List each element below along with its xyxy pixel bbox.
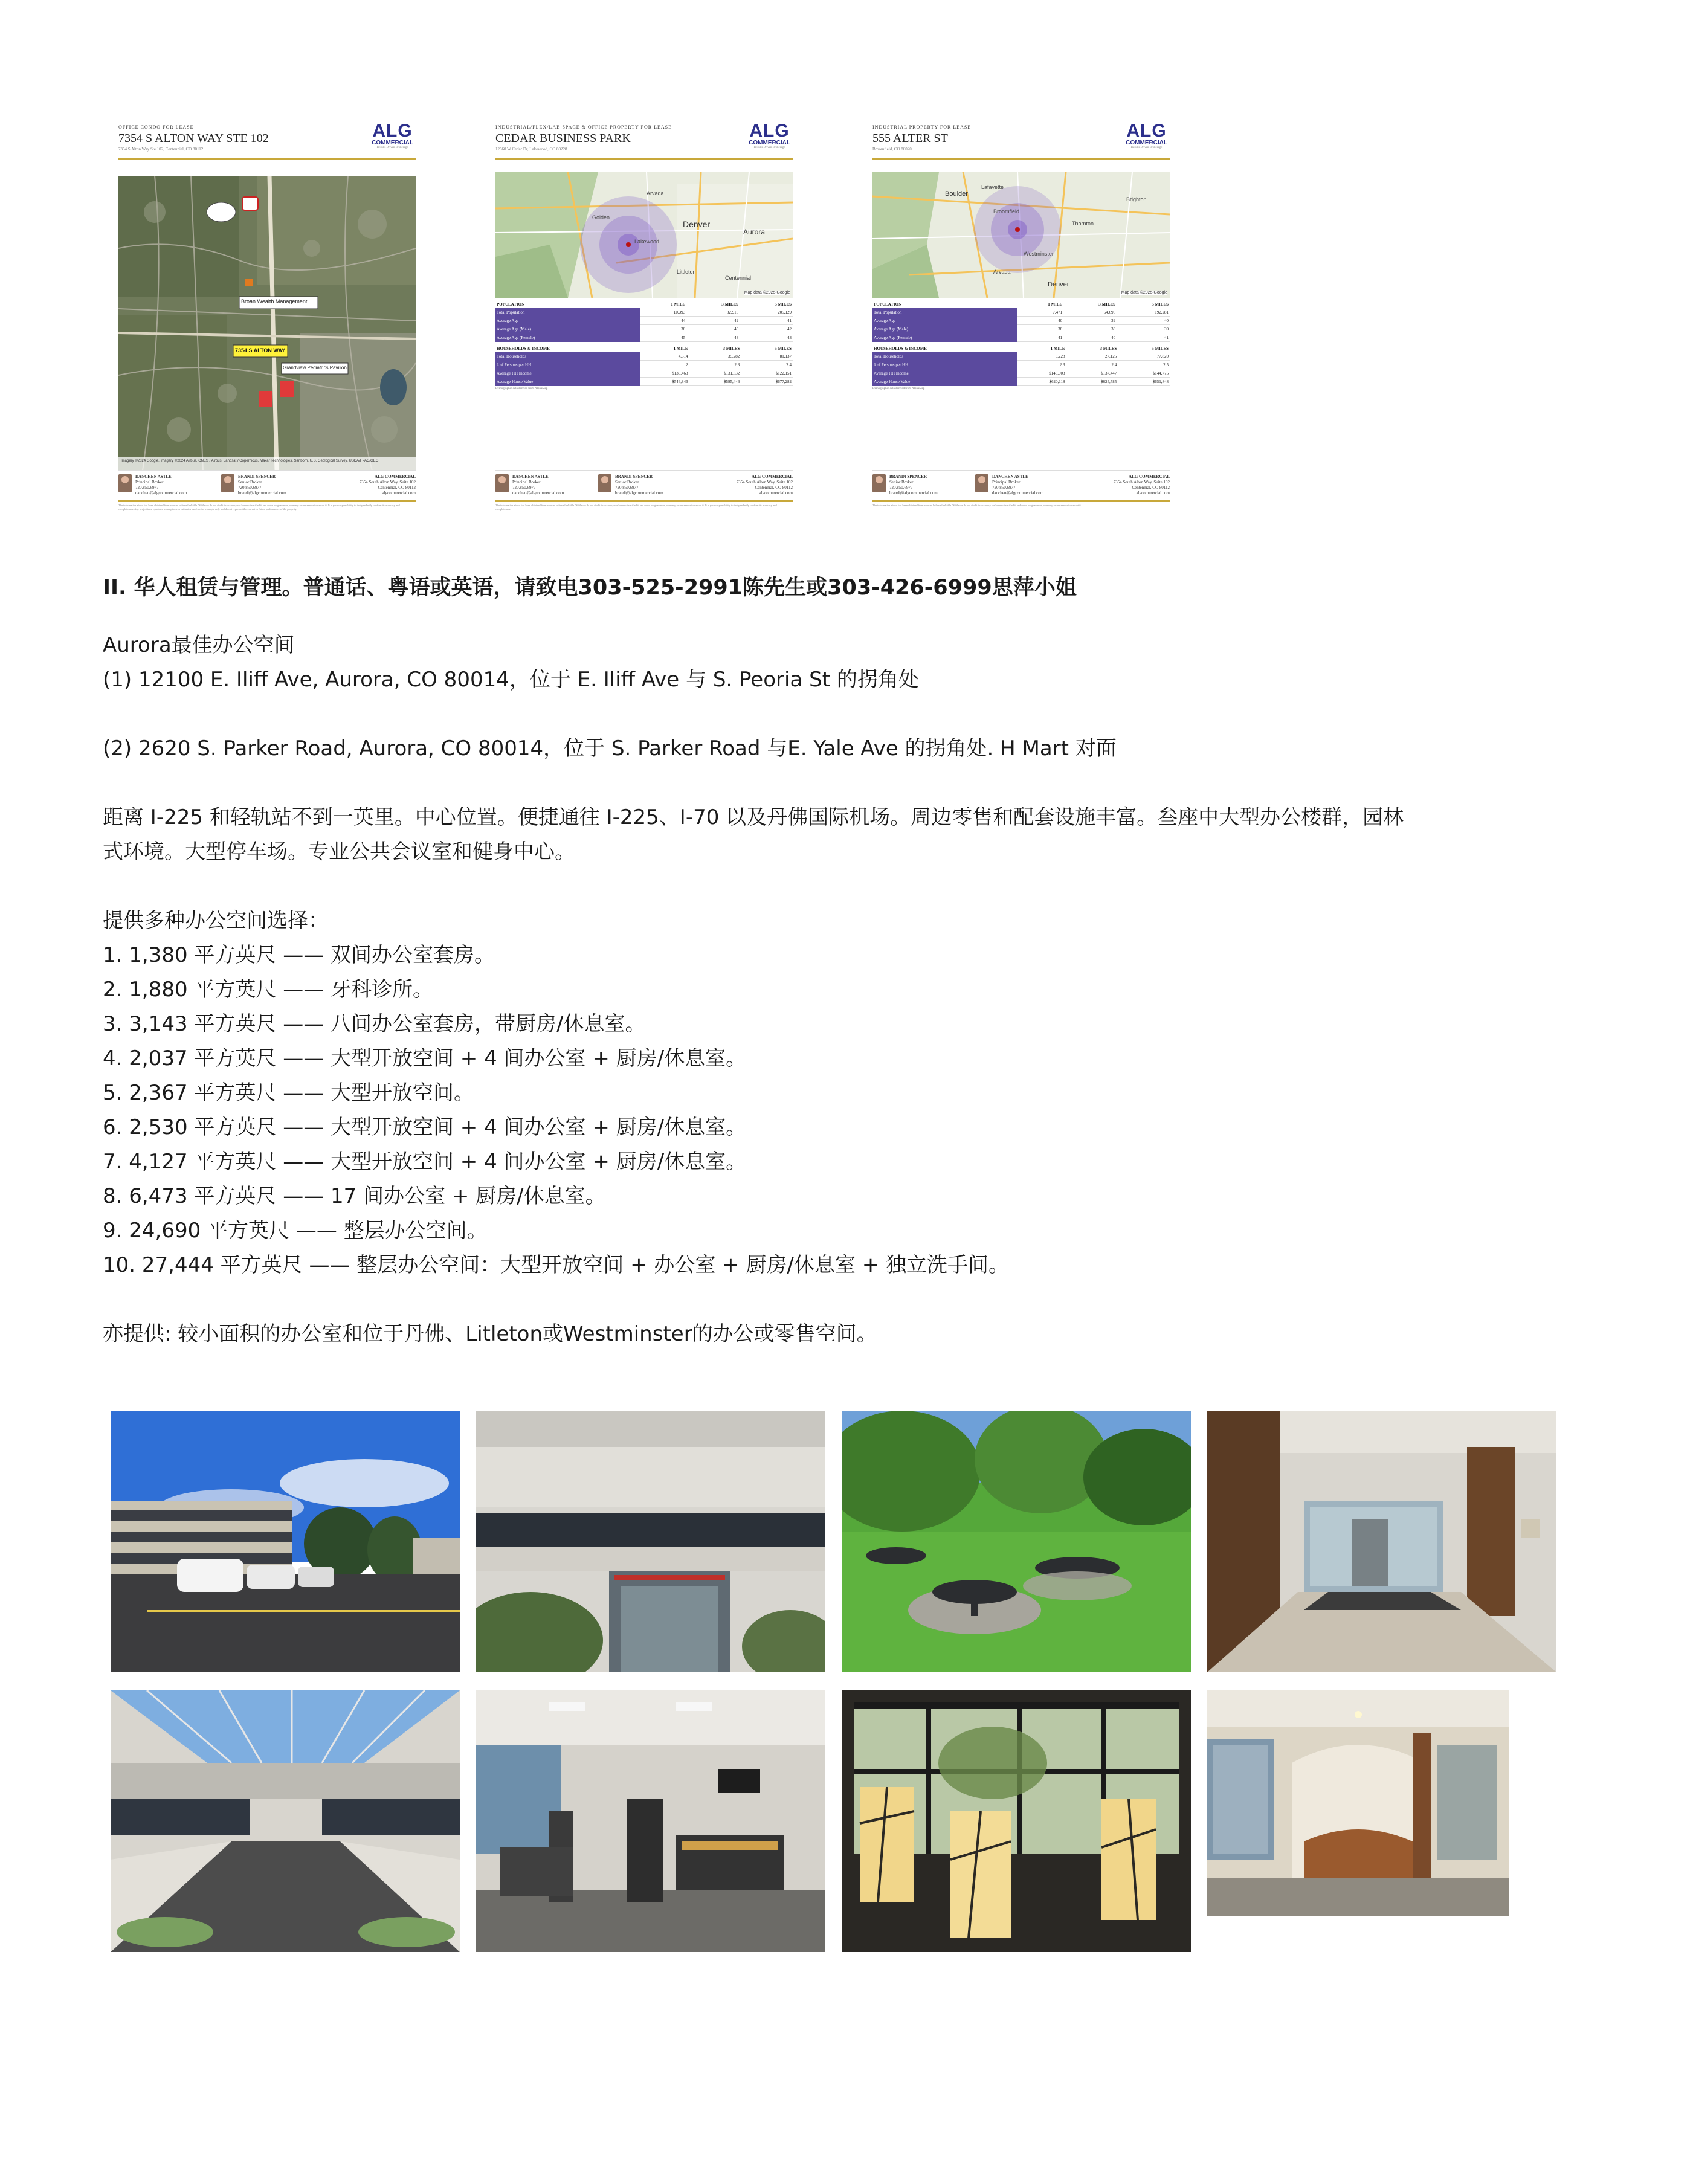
photo-reception-desk — [1207, 1690, 1509, 1916]
list-item: 10. 27,444 平方英尺 —— 整层办公空间：大型开放空间 + 办公室 + 厨房/休息室 + 独立洗手间。 — [103, 1253, 1010, 1277]
cell-value: 41 — [1117, 333, 1170, 342]
cell-value: 82,916 — [686, 308, 740, 317]
map-label-arvada: Arvada — [647, 190, 664, 196]
cell-value: 39 — [1063, 317, 1117, 325]
map-label-boulder: Boulder — [945, 190, 968, 198]
cell-value: 35,282 — [689, 352, 741, 361]
cell-value: 40 — [686, 325, 740, 333]
map-label-brighton: Brighton — [1126, 196, 1147, 202]
table-row — [495, 308, 793, 317]
cell-value: $546,846 — [640, 378, 689, 386]
alg-logo — [1126, 122, 1167, 149]
cell-value: $595,446 — [689, 378, 741, 386]
row-label: Average Age (Female) — [495, 333, 640, 342]
cell-value: $677,282 — [741, 378, 793, 386]
agent-photo — [221, 474, 234, 492]
cell-value: 43 — [686, 333, 740, 342]
photo-exterior-parking — [111, 1411, 460, 1672]
table-row — [872, 325, 1170, 333]
map-label-westminster: Westminster — [1024, 251, 1054, 257]
logo-tagline: Results Driven Brokerage — [376, 146, 408, 149]
row-label: # of Persons per HH — [872, 361, 1017, 369]
table-row — [872, 352, 1170, 361]
cell-value: 205,129 — [740, 308, 793, 317]
logo-alg: ALG — [1126, 121, 1167, 141]
map-label-denver: Denver — [683, 219, 711, 229]
table-header: 3 MILES — [689, 346, 741, 352]
table-header: POPULATION — [495, 301, 640, 308]
flyer-header — [118, 121, 416, 160]
photo-courtyard-picnic — [842, 1411, 1191, 1672]
flyer-alter-st — [870, 121, 1172, 526]
intro-line: Aurora最佳办公空间 — [103, 633, 295, 657]
cell-value: 44 — [640, 317, 686, 325]
logo-tagline: Results Driven Brokerage — [753, 146, 785, 149]
map-label-thornton: Thornton — [1072, 221, 1094, 227]
agent-card — [872, 474, 938, 496]
row-label: Average Age — [495, 317, 640, 325]
agent-card — [221, 474, 286, 496]
agent-name: DANCHEN ASTLE — [135, 474, 172, 479]
list-item: 7. 4,127 平方英尺 —— 大型开放空间 + 4 间办公室 + 厨房/休息室。 — [103, 1150, 747, 1174]
cell-value: 43 — [740, 333, 793, 342]
photo-building-entrance — [476, 1411, 825, 1672]
cell-value: $651,848 — [1118, 378, 1170, 386]
map-label-broomfield: Broomfield — [993, 208, 1020, 214]
table-header: 5 MILES — [740, 301, 793, 308]
row-label: Average Age (Female) — [872, 333, 1017, 342]
table-row — [495, 369, 793, 378]
table-header: 1 MILE — [1017, 346, 1066, 352]
map-label-golden: Golden — [592, 214, 610, 221]
agent-photo — [118, 474, 132, 492]
map-label-property: 7354 S ALTON WAY — [235, 347, 286, 353]
cell-value: $144,775 — [1118, 369, 1170, 378]
cell-value: 77,820 — [1118, 352, 1170, 361]
cell-value: $624,785 — [1066, 378, 1118, 386]
description-line-2: 式环境。大型停车场。专业公共会议室和健身中心。 — [103, 840, 575, 864]
agent-phone: 720.850.6977 — [992, 485, 1016, 490]
agent-phone: 720.850.6977 — [512, 485, 536, 490]
agent-title: Principal Broker — [512, 480, 541, 485]
cell-value: 39 — [1117, 325, 1170, 333]
table-header: HOUSEHOLDS & INCOME — [495, 346, 640, 352]
cell-value: $131,832 — [689, 369, 741, 378]
cell-value: 2.4 — [1066, 361, 1118, 369]
table-header: 1 MILE — [640, 346, 689, 352]
map-credit: Map data ©2025 Google — [744, 291, 790, 295]
table-row — [495, 333, 793, 342]
options-heading: 提供多种办公空间选择： — [103, 909, 329, 933]
cell-value: 2 — [640, 361, 689, 369]
agent-name: DANCHEN ASTLE — [992, 474, 1028, 479]
table-row — [495, 317, 793, 325]
map-label-aurora: Aurora — [743, 228, 766, 236]
firm-block — [737, 474, 793, 496]
table-header: 5 MILES — [741, 346, 793, 352]
agent-phone: 720.850.6977 — [135, 485, 159, 490]
agent-card — [598, 474, 663, 496]
households-table — [495, 346, 793, 386]
gold-rule — [495, 500, 793, 502]
map-label-grandview: Grandview Pediatrics Pavilion — [283, 365, 347, 370]
cell-value: 2.3 — [1017, 361, 1066, 369]
agent-phone: 720.850.6977 — [889, 485, 913, 490]
agent-title: Principal Broker — [992, 480, 1021, 485]
table-row — [872, 333, 1170, 342]
agent-photo — [975, 474, 988, 492]
flyer-tag: INDUSTRIAL/FLEX/LAB SPACE & OFFICE PROPERTY FOR LEASE — [495, 124, 672, 130]
list-item: 1. 1,380 平方英尺 —— 双间办公室套房。 — [103, 943, 495, 967]
cell-value: 192,281 — [1117, 308, 1170, 317]
agent-email: danchen@algcommercial.com — [992, 491, 1044, 495]
also-available: 亦提供: 较小面积的办公室和位于丹佛、Litleton或Westminster的办公或零售空间。 — [103, 1322, 877, 1346]
flyer-title: 7354 S ALTON WAY STE 102 — [118, 132, 269, 145]
description-line-1: 距离 I-225 和轻轨站不到一英里。中心位置。便捷通往 I-225、I-70 以及丹佛国际机场。周边零售和配套设施丰富。叁座中大型办公楼群，园林 — [103, 805, 1404, 829]
logo-alg: ALG — [372, 121, 413, 141]
cell-value: 40 — [1117, 317, 1170, 325]
agent-email: brandi@algcommercial.com — [238, 491, 286, 495]
row-label: Average House Value — [872, 378, 1017, 386]
cell-value: 38 — [1017, 325, 1063, 333]
agent-title: Senior Broker — [889, 480, 914, 485]
logo-tagline: Results Driven Brokerage — [1130, 146, 1163, 149]
logo-commercial: COMMERCIAL — [1126, 140, 1167, 146]
cell-value: 4,314 — [640, 352, 689, 361]
firm-block — [360, 474, 416, 496]
table-header: 5 MILES — [1118, 346, 1170, 352]
cell-value: 2.5 — [1118, 361, 1170, 369]
table-header: 1 MILE — [1017, 301, 1063, 308]
row-label: Total Population — [872, 308, 1017, 317]
cell-value: 10,393 — [640, 308, 686, 317]
photo-window-lanterns — [842, 1690, 1191, 1952]
agent-email: danchen@algcommercial.com — [512, 491, 564, 495]
fine-print: The information above has been obtained from sources believed reliable. While we do not doubt its accuracy we have not verified it and make no guarantee, warranty or representation about it. It is your responsibility to independently confirm its accuracy and completeness. Any projections, opinions, assumptions or estimates used are for example only and do not represent the current or future performance of the property. — [118, 504, 400, 511]
households-table — [872, 346, 1170, 386]
cell-value: $143,003 — [1017, 369, 1066, 378]
cell-value: 81,137 — [741, 352, 793, 361]
table-header: 3 MILES — [1066, 346, 1118, 352]
agent-title: Principal Broker — [135, 480, 164, 485]
cell-value: 2.4 — [741, 361, 793, 369]
row-label: Average Age (Male) — [495, 325, 640, 333]
photo-atrium-walkway — [111, 1690, 460, 1952]
table-row — [495, 378, 793, 386]
agent-email: danchen@algcommercial.com — [135, 491, 187, 495]
cell-value: 42 — [740, 325, 793, 333]
list-item: 3. 3,143 平方英尺 —— 八间办公室套房，带厨房/休息室。 — [103, 1012, 646, 1036]
cell-value: $620,118 — [1017, 378, 1066, 386]
logo-commercial: COMMERCIAL — [372, 140, 413, 146]
table-header: 5 MILES — [1117, 301, 1170, 308]
map-label-lakewood: Lakewood — [634, 239, 660, 245]
radius-map — [872, 172, 1170, 298]
photo-fitness-center — [476, 1690, 825, 1952]
cell-value: 41 — [1017, 333, 1063, 342]
gold-rule — [118, 500, 416, 502]
table-note: Demographic data derived from AlphaMap — [872, 387, 925, 390]
gold-rule — [872, 500, 1170, 502]
flyer-header — [872, 121, 1170, 160]
flyer-title: CEDAR BUSINESS PARK — [495, 132, 631, 145]
section-heading: II. 华人租赁与管理。普通话、粤语或英语，请致电303-525-2991陈先生或303-426-6999思萍小姐 — [103, 576, 1077, 600]
address-2: (2) 2620 S. Parker Road, Aurora, CO 80014，位于 S. Parker Road 与E. Yale Ave 的拐角处. H Mart 对面 — [103, 736, 1117, 761]
map-label-littleton: Littleton — [677, 269, 696, 275]
cell-value: 38 — [1063, 325, 1117, 333]
cell-value: 38 — [640, 325, 686, 333]
flyer-tag: OFFICE CONDO FOR LEASE — [118, 124, 194, 130]
flyer-title: 555 ALTER ST — [872, 132, 948, 145]
agent-photo — [495, 474, 509, 492]
agent-email: brandi@algcommercial.com — [889, 491, 938, 495]
agents-row — [495, 470, 793, 500]
firm-line2: Centennial, CO 80112 — [1132, 485, 1170, 490]
address-1: (1) 12100 E. Iliff Ave, Aurora, CO 80014，位于 E. Iliff Ave 与 S. Peoria St 的拐角处 — [103, 668, 919, 692]
row-label: Average HH Income — [495, 369, 640, 378]
cell-value: 7,471 — [1017, 308, 1063, 317]
row-label: Total Population — [495, 308, 640, 317]
cell-value: 45 — [640, 333, 686, 342]
table-row — [495, 325, 793, 333]
table-note: Demographic data derived from AlphaMap — [495, 387, 548, 390]
table-header: 1 MILE — [640, 301, 686, 308]
firm-web: algcommercial.com — [1136, 491, 1170, 495]
agent-title: Senior Broker — [238, 480, 262, 485]
table-row — [495, 361, 793, 369]
cell-value: $137,447 — [1066, 369, 1118, 378]
cell-value: 3,228 — [1017, 352, 1066, 361]
row-label: Average HH Income — [872, 369, 1017, 378]
fine-print: The information above has been obtained from sources believed reliable. While we do not doubt its accuracy we have not verified it and make no guarantee, warranty or representation about it. It is your responsibility to independently confirm its accuracy and completeness. — [495, 504, 777, 511]
firm-line1: 7354 South Alton Way, Suite 102 — [359, 480, 416, 485]
map-label-arvada: Arvada — [993, 269, 1011, 275]
agent-phone: 720.850.6977 — [615, 485, 639, 490]
firm-line2: Centennial, CO 80112 — [755, 485, 793, 490]
row-label: # of Persons per HH — [495, 361, 640, 369]
radius-map — [495, 172, 793, 298]
map-label-denver: Denver — [1048, 281, 1069, 288]
flyer-cedar-business-park — [493, 121, 795, 526]
row-label: Average Age — [872, 317, 1017, 325]
agent-phone: 720.850.6977 — [238, 485, 262, 490]
cell-value: 64,696 — [1063, 308, 1117, 317]
list-item: 8. 6,473 平方英尺 —— 17 间办公室 + 厨房/休息室。 — [103, 1184, 606, 1208]
map-label-centennial: Centennial — [725, 275, 752, 281]
cell-value: 40 — [1063, 333, 1117, 342]
table-header: 3 MILES — [686, 301, 740, 308]
table-row — [872, 317, 1170, 325]
list-item: 6. 2,530 平方英尺 —— 大型开放空间 + 4 间办公室 + 厨房/休息室。 — [103, 1115, 747, 1139]
agent-card — [975, 474, 1043, 496]
agent-card — [495, 474, 564, 496]
row-label: Total Households — [872, 352, 1017, 361]
table-row — [872, 361, 1170, 369]
agent-title: Senior Broker — [615, 480, 639, 485]
cell-value: 40 — [1017, 317, 1063, 325]
map-label-broan: Broan Wealth Management — [241, 298, 308, 304]
list-item: 5. 2,367 平方英尺 —— 大型开放空间。 — [103, 1081, 475, 1105]
agent-photo — [598, 474, 611, 492]
cell-value: 42 — [686, 317, 740, 325]
agent-name: BRANDI SPENCER — [889, 474, 927, 479]
cell-value: $122,151 — [741, 369, 793, 378]
cell-value: 41 — [740, 317, 793, 325]
table-row — [872, 378, 1170, 386]
flyer-address: Broomfield, CO 80020 — [872, 147, 912, 152]
population-table — [495, 301, 793, 342]
table-header: POPULATION — [872, 301, 1017, 308]
flyer-address: 7354 S Alton Way Ste 102, Centennial, CO 80112 — [118, 147, 204, 152]
agent-photo — [872, 474, 886, 492]
logo-alg: ALG — [749, 121, 790, 141]
agent-name: BRANDI SPENCER — [615, 474, 653, 479]
firm-name: ALG COMMERCIAL — [1129, 474, 1170, 479]
flyer-header — [495, 121, 793, 160]
flyer-alton-way — [116, 121, 418, 526]
firm-block — [1114, 474, 1170, 496]
firm-name: ALG COMMERCIAL — [752, 474, 793, 479]
cell-value: $130,463 — [640, 369, 689, 378]
list-item: 4. 2,037 平方英尺 —— 大型开放空间 + 4 间办公室 + 厨房/休息室。 — [103, 1046, 747, 1071]
agents-row — [872, 470, 1170, 500]
map-credit: Map data ©2025 Google — [1121, 291, 1167, 295]
photo-lobby-hall — [1207, 1411, 1556, 1672]
row-label: Average Age (Male) — [872, 325, 1017, 333]
firm-web: algcommercial.com — [382, 491, 416, 495]
list-item: 9. 24,690 平方英尺 —— 整层办公空间。 — [103, 1219, 488, 1243]
agent-card — [118, 474, 187, 496]
alg-logo — [749, 122, 790, 149]
map-label-lafayette: Lafayette — [981, 184, 1004, 190]
agents-row — [118, 470, 416, 500]
agent-name: DANCHEN ASTLE — [512, 474, 549, 479]
table-header: HOUSEHOLDS & INCOME — [872, 346, 1017, 352]
aerial-map — [118, 176, 416, 471]
firm-line1: 7354 South Alton Way, Suite 102 — [1113, 480, 1170, 485]
row-label: Total Households — [495, 352, 640, 361]
logo-commercial: COMMERCIAL — [749, 140, 790, 146]
flyer-address: 12660 W Cedar Dr, Lakewood, CO 80228 — [495, 147, 567, 152]
agent-email: brandi@algcommercial.com — [615, 491, 663, 495]
firm-name: ALG COMMERCIAL — [375, 474, 416, 479]
list-item: 2. 1,880 平方英尺 —— 牙科诊所。 — [103, 978, 434, 1002]
fine-print: The information above has been obtained from sources believed reliable. While we do not doubt its accuracy we have not verified it and make no guarantee, warranty or representation about it. — [872, 504, 1082, 507]
table-row — [495, 352, 793, 361]
firm-line1: 7354 South Alton Way, Suite 102 — [736, 480, 793, 485]
row-label: Average House Value — [495, 378, 640, 386]
firm-line2: Centennial, CO 80112 — [378, 485, 416, 490]
flyer-tag: INDUSTRIAL PROPERTY FOR LEASE — [872, 124, 972, 130]
table-row — [872, 369, 1170, 378]
population-table — [872, 301, 1170, 342]
firm-web: algcommercial.com — [759, 491, 793, 495]
agent-name: BRANDI SPENCER — [238, 474, 276, 479]
table-row — [872, 308, 1170, 317]
alg-logo — [372, 122, 413, 149]
cell-value: 27,125 — [1066, 352, 1118, 361]
cell-value: 2.3 — [689, 361, 741, 369]
map-credit: Imagery ©2024 Google, Imagery ©2024 Airbus, CNES / Airbus, Landsat / Copernicus, Maxar Technologies, Sanborn, U.S. Geological Survey, USDA/FPAC/GEO — [121, 459, 379, 463]
table-header: 3 MILES — [1063, 301, 1117, 308]
